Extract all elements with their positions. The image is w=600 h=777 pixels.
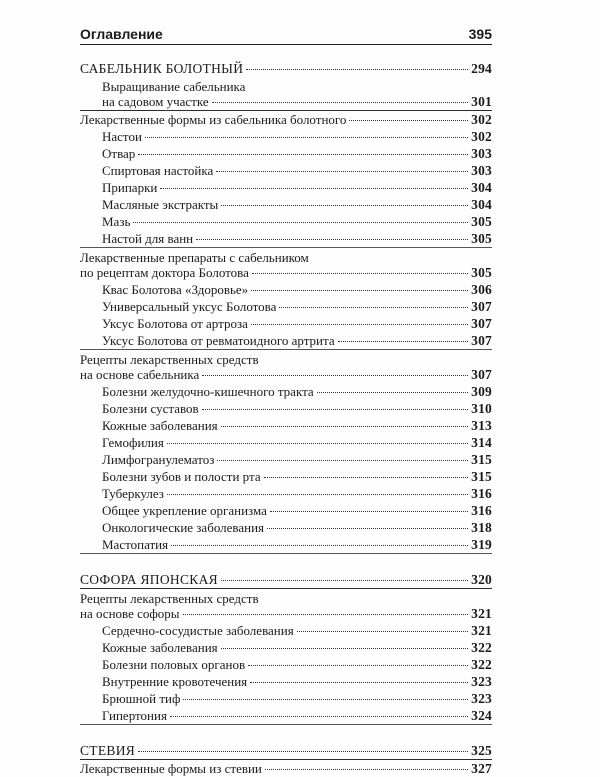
toc-entry-title: СОФОРА ЯПОНСКАЯ (80, 572, 218, 587)
dot-leader (267, 528, 468, 529)
toc-entry-page: 306 (471, 282, 492, 297)
dot-leader (212, 102, 469, 103)
toc-entry-title: Болезни половых органов (102, 657, 246, 672)
dot-leader (264, 477, 469, 478)
dot-leader (221, 580, 468, 581)
toc-entry-page: 303 (471, 146, 492, 161)
toc-entry[interactable] (80, 281, 492, 298)
dot-leader (216, 171, 468, 172)
dot-leader (221, 648, 469, 649)
toc-entry-title: Гипертония (102, 708, 167, 723)
toc-group (80, 248, 492, 350)
toc-section-heading[interactable] (80, 60, 492, 77)
toc-entry[interactable] (80, 673, 492, 690)
toc-entry[interactable] (80, 622, 492, 639)
running-header-title: Оглавление (80, 26, 163, 42)
toc-entry-title: Спиртовая настойка (102, 163, 214, 178)
toc-entry[interactable] (80, 536, 492, 553)
table-of-contents (80, 60, 492, 777)
toc-entry-page: 316 (471, 486, 492, 501)
toc-entry-page: 304 (471, 197, 492, 212)
toc-entry-title: Сердечно-сосудистые заболевания (102, 623, 294, 638)
toc-entry-page: 318 (471, 520, 492, 535)
toc-entry-page: 327 (471, 761, 492, 776)
toc-entry-page: 305 (471, 214, 492, 229)
toc-section-steviya (80, 742, 492, 760)
toc-entry-title: Болезни суставов (102, 401, 199, 416)
dot-leader (167, 494, 468, 495)
toc-entry-title: Внутренние кровотечения (102, 674, 248, 689)
toc-entry-page: 304 (471, 180, 492, 195)
toc-entry-title: на основе сабельника (80, 367, 200, 382)
dot-leader (279, 307, 468, 308)
toc-entry-title: Масляные экстракты (102, 197, 219, 212)
toc-entry[interactable] (80, 468, 492, 485)
toc-group (80, 760, 492, 777)
toc-entry-page: 315 (471, 469, 492, 484)
toc-entry-title: Туберкулез (102, 486, 164, 501)
toc-entry-title: САБЕЛЬНИК БОЛОТНЫЙ (80, 61, 244, 76)
toc-entry-page: 325 (471, 743, 492, 758)
toc-entry-page: 324 (471, 708, 492, 723)
toc-entry-title: Болезни желудочно-кишечного тракта (102, 384, 314, 399)
toc-entry-title: на основе софоры (80, 606, 180, 621)
toc-entry-page: 314 (471, 435, 492, 450)
header-rule (80, 44, 492, 45)
dot-leader (183, 614, 469, 615)
toc-entry-page: 305 (471, 265, 492, 280)
running-header (80, 22, 492, 46)
toc-entry[interactable] (80, 502, 492, 519)
dot-leader (133, 222, 468, 223)
dot-leader (251, 324, 468, 325)
toc-section-heading[interactable] (80, 571, 492, 588)
toc-entry-page: 307 (471, 367, 492, 382)
toc-entry-page: 322 (471, 640, 492, 655)
toc-group-heading[interactable]: Рецепты лекарственных средств на основе сабельника 307 (80, 352, 492, 382)
toc-entry[interactable] (80, 196, 492, 213)
dot-leader (171, 545, 468, 546)
toc-entry-title: Общее укрепление организма (102, 503, 267, 518)
dot-leader (221, 426, 469, 427)
toc-entry[interactable] (80, 434, 492, 451)
toc-entry[interactable] (80, 145, 492, 162)
toc-entry-page: 302 (471, 129, 492, 144)
dot-leader (183, 699, 468, 700)
dot-leader (250, 682, 468, 683)
toc-entry-title: Кожные заболевания (102, 640, 218, 655)
toc-section-heading[interactable] (80, 742, 492, 759)
toc-entry[interactable] (80, 707, 492, 724)
toc-entry-title: Отвар (102, 146, 136, 161)
toc-entry[interactable] (80, 332, 492, 349)
toc-entry-title: Брюшной тиф (102, 691, 181, 706)
toc-entry-page: 307 (471, 333, 492, 348)
toc-group-heading[interactable]: Лекарственные препараты с сабельником по рецептам доктора Болотова 305 (80, 250, 492, 280)
toc-entry-page: 303 (471, 163, 492, 178)
toc-entry-title: Кожные заболевания (102, 418, 218, 433)
toc-section-sabelnik (80, 60, 492, 111)
toc-group (80, 589, 492, 725)
dot-leader (170, 716, 468, 717)
dot-leader (221, 205, 468, 206)
toc-entry-title: Мазь (102, 214, 131, 229)
toc-entry-title: Настои (102, 129, 142, 144)
toc-entry-page: 301 (471, 94, 492, 109)
toc-entry-title: Онкологические заболевания (102, 520, 265, 535)
toc-entry-page: 313 (471, 418, 492, 433)
toc-entry[interactable] (80, 519, 492, 536)
toc-entry-title: Лимфогранулематоз (102, 452, 215, 467)
toc-entry[interactable] (80, 315, 492, 332)
toc-entry-page: 323 (471, 691, 492, 706)
dot-leader (349, 120, 468, 121)
toc-entry-page: 307 (471, 316, 492, 331)
dot-leader (202, 409, 468, 410)
toc-entry-page: 321 (471, 623, 492, 638)
toc-entry-title: по рецептам доктора Болотова (80, 265, 249, 280)
dot-leader (202, 375, 468, 376)
dot-leader (252, 273, 468, 274)
dot-leader (138, 154, 468, 155)
toc-entry-page: 302 (471, 112, 492, 127)
toc-entry-page: 322 (471, 657, 492, 672)
toc-entry[interactable] (80, 298, 492, 315)
dot-leader (251, 290, 468, 291)
toc-entry[interactable] (80, 128, 492, 145)
dot-leader (317, 392, 468, 393)
toc-entry-title: Настой для ванн (102, 231, 194, 246)
dot-leader (217, 460, 468, 461)
toc-entry[interactable] (80, 451, 492, 468)
toc-entry-page: 321 (471, 606, 492, 621)
dot-leader (246, 69, 468, 70)
toc-entry[interactable] (80, 639, 492, 656)
toc-entry-page: 320 (471, 572, 492, 587)
toc-entry-page: 309 (471, 384, 492, 399)
toc-entry[interactable] (80, 417, 492, 434)
toc-entry[interactable] (80, 690, 492, 707)
dot-leader (270, 511, 468, 512)
toc-entry-title: на садовом участке (102, 94, 209, 109)
toc-entry[interactable] (80, 485, 492, 502)
toc-entry-title: Гемофилия (102, 435, 164, 450)
toc-section-sofora (80, 571, 492, 589)
toc-entry[interactable] (80, 162, 492, 179)
toc-entry[interactable] (80, 213, 492, 230)
toc-entry-page: 305 (471, 231, 492, 246)
toc-entry-title: Квас Болотова «Здоровье» (102, 282, 249, 297)
toc-entry-page: 323 (471, 674, 492, 689)
dot-leader (167, 443, 468, 444)
toc-entry-title: Припарки (102, 180, 158, 195)
dot-leader (338, 341, 469, 342)
toc-entry[interactable] (80, 179, 492, 196)
toc-entry-title: Лекарственные формы из сабельника болотного (80, 112, 347, 127)
toc-entry-page: 307 (471, 299, 492, 314)
toc-entry-title: Лекарственные формы из стевии (80, 761, 262, 776)
toc-entry-page: 294 (471, 61, 492, 76)
dot-leader (297, 631, 468, 632)
toc-group-heading[interactable] (80, 111, 492, 128)
toc-entry-page: 310 (471, 401, 492, 416)
toc-entry[interactable] (80, 383, 492, 400)
toc-entry-title: Уксус Болотова от артроза (102, 316, 248, 331)
dot-leader (265, 769, 468, 770)
toc-entry-page: 319 (471, 537, 492, 552)
dot-leader (196, 239, 468, 240)
toc-group-heading[interactable] (80, 760, 492, 777)
dot-leader (160, 188, 468, 189)
toc-entry-title: Уксус Болотова от ревматоидного артрита (102, 333, 335, 348)
toc-entry-page: 315 (471, 452, 492, 467)
toc-entry[interactable] (80, 656, 492, 673)
dot-leader (138, 751, 468, 752)
toc-entry[interactable] (80, 400, 492, 417)
toc-group-heading[interactable]: Рецепты лекарственных средств на основе софоры 321 (80, 591, 492, 621)
toc-entry[interactable]: Выращивание сабельника на садовом участке 301 (102, 79, 492, 109)
running-header-page-number: 395 (468, 26, 492, 42)
toc-entry-title: Мастопатия (102, 537, 169, 552)
toc-entry-title: СТЕВИЯ (80, 743, 136, 758)
toc-entry-page: 316 (471, 503, 492, 518)
toc-entry[interactable] (80, 230, 492, 247)
toc-group (80, 350, 492, 554)
toc-entry-title: Универсальный уксус Болотова (102, 299, 277, 314)
toc-group (80, 111, 492, 248)
toc-entry-title: Болезни зубов и полости рта (102, 469, 261, 484)
dot-leader (248, 665, 468, 666)
dot-leader (145, 137, 468, 138)
